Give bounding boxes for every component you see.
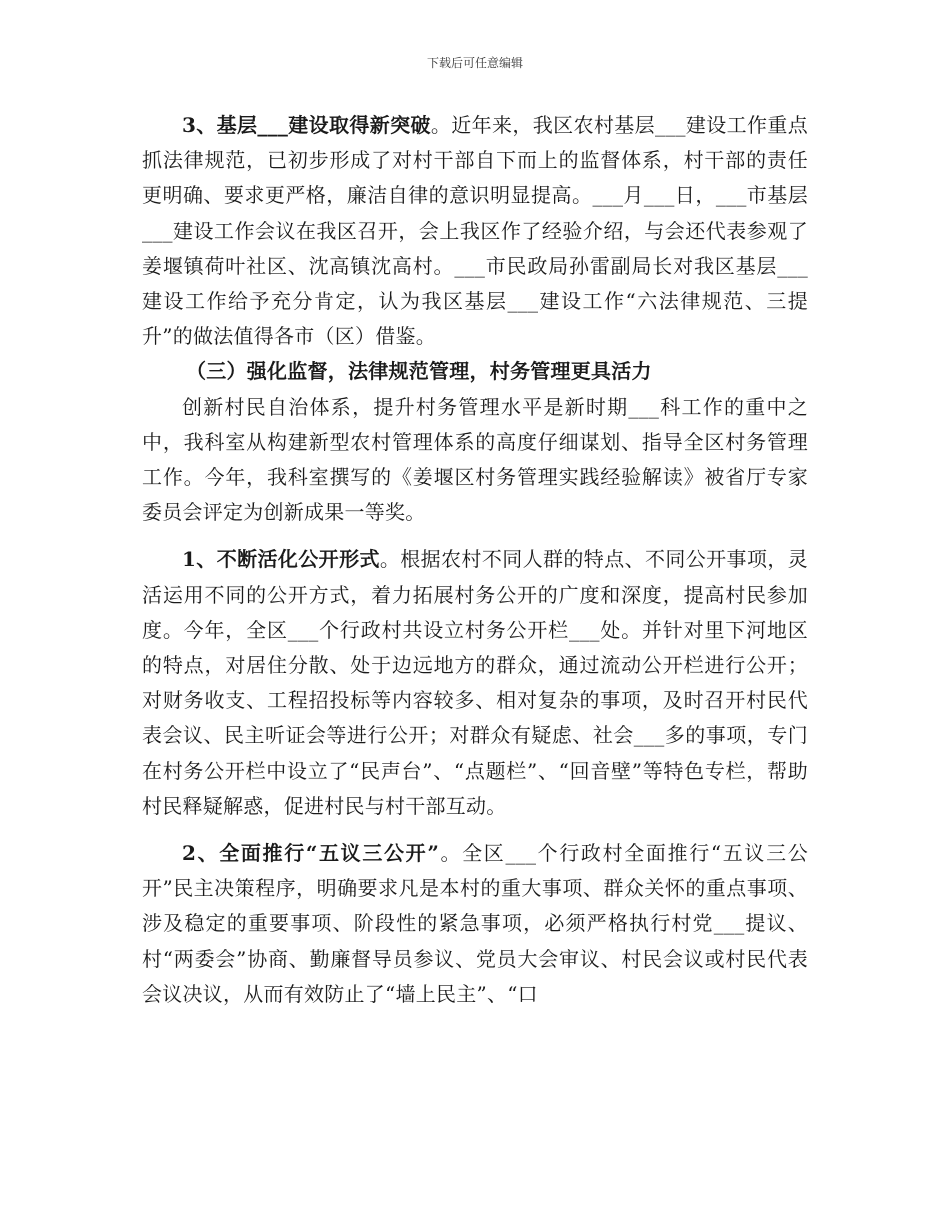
paragraph-lead: 2、全面推行“五议三公开” bbox=[182, 841, 440, 866]
document-body bbox=[142, 108, 808, 1012]
section-heading: （三）强化监督，法律规范管理，村务管理更具活力 bbox=[186, 359, 652, 384]
paragraph-grassroots bbox=[142, 108, 808, 354]
paragraph-five-discussions bbox=[142, 836, 808, 1012]
paragraph-text: 。根据农村不同人群的特点、不同公开事项，灵活运用不同的公开方式，着力拓展村务公开的广度和深度，提高村民参加度。今年，全区___个行政村共设立村务公开栏___处。并针对里下河地区的特点，对居住分散、处于边远地方的群众，通过流动公开栏进行公开；对财务收支、工程招投标等内容较多、相对复杂的事项，及时召开村民代表会议、民主听证会等进行公开；对群众有疑虑、社会___多的事项，专门在村务公开栏中设立了“民声台”、“点题栏”、“回音壁”等特色专栏，帮助村民释疑解惑，促进村民与村干部互动。 bbox=[142, 547, 808, 818]
paragraph-lead: 3、基层___建设取得新突破 bbox=[182, 113, 431, 137]
page-header: 下载后可任意编辑 bbox=[426, 56, 523, 70]
paragraph-text: 。近年来，我区农村基层___建设工作重点抓法律规范，已初步形成了对村干部自下而上的监督体系，村干部的责任更明确、要求更严格，廉洁自律的意识明显提高。___月___日，___市基层___建设工作会议在我区召开，会上我区作了经验介绍，与会还代表参观了姜堰镇荷叶社区、沈高镇沈高村。___市民政局孙雷副局长对我区基层___建设工作给予充分肯定，认为我区基层___建设工作“六法律规范、三提升”的做法值得各市（区）借鉴。 bbox=[142, 113, 809, 349]
paragraph-lead: 1、不断活化公开形式 bbox=[182, 547, 380, 572]
paragraph-open-forms bbox=[142, 542, 808, 824]
paragraph-text: 。全区___个行政村全面推行“五议三公开”民主决策程序，明确要求凡是本村的重大事项、群众关怀的重点事项、涉及稳定的重要事项、阶段性的紧急事项，必须严格执行村党___提议、村“两委会”协商、勤廉督导员参议、党员大会审议、村民会议或村民代表会议决议，从而有效防止了“墙上民主”、“口 bbox=[142, 841, 808, 1006]
paragraph-village-affairs: 创新村民自治体系，提升村务管理水平是新时期___科工作的重中之中，我科室从构建新型农村管理体系的高度仔细谋划、指导全区村务管理工作。今年，我科室撰写的《姜堰区村务管理实践经验解读》被省厅专家委员会评定为创新成果一等奖。 bbox=[142, 394, 808, 525]
